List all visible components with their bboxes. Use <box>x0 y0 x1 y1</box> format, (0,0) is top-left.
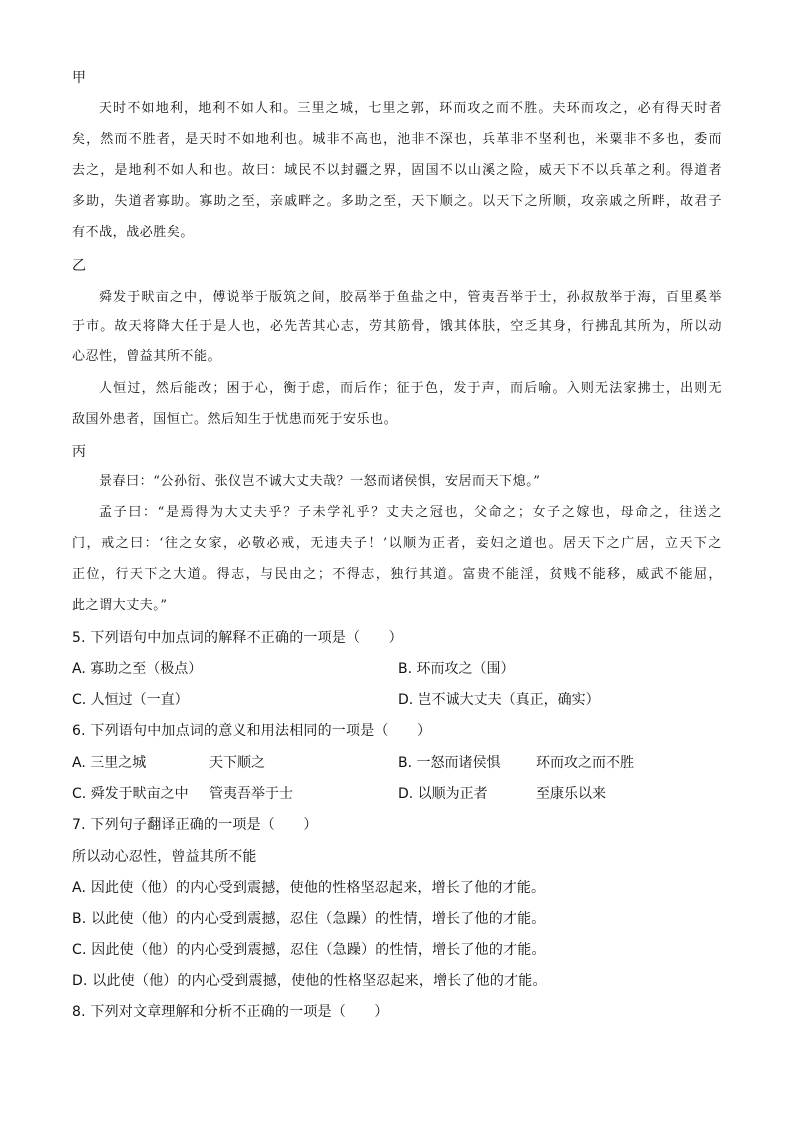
passage-bing-line: 门，戒之曰：‘往之女家，必敬必戒，无违夫子！’以顺为正者，妾妇之道也。居天下之广居，立天下之 <box>72 536 722 551</box>
question-7-option-c[interactable]: C. 因此使（他）的内心受到震撼，忍住（急躁）的性情，增长了他的才能。 <box>72 942 546 958</box>
question-7-option-d[interactable]: D. 以此使（他）的内心受到震撼，使他的性格坚忍起来，增长了他的才能。 <box>72 973 547 989</box>
question-7-sentence: 所以动心忍性，曾益其所不能 <box>72 849 257 865</box>
passage-jia-line: 天时不如地利，地利不如人和。三里之城，七里之郭，环而攻之而不胜。夫环而攻之，必有得天时者 <box>99 101 722 116</box>
option-a-phrase-2: 天下顺之 <box>209 755 265 771</box>
question-5-option-a[interactable]: A. 寡助之至（极点） <box>72 661 203 677</box>
question-5-option-b[interactable]: B. 环而攻之（围） <box>398 661 515 677</box>
section-label-yi: 乙 <box>72 258 86 274</box>
question-7-stem: 7. 下列句子翻译正确的一项是（ ） <box>72 817 318 833</box>
passage-yi-line: 舜发于畎亩之中，傅说举于版筑之间，胶鬲举于鱼盐之中，管夷吾举于士，孙叔敖举于海，百里奚举 <box>99 290 722 305</box>
passage-yi-line: 于市。故天将降大任于是人也，必先苦其心志，劳其筋骨，饿其体肤，空乏其身，行拂乱其所为，所以动 <box>72 319 722 334</box>
option-b-phrase-2: 环而攻之而不胜 <box>536 755 634 771</box>
option-b-phrase-1: B. 一怒而诸侯惧 <box>398 755 501 771</box>
passage-jia-line: 矣，然而不胜者，是天时不如地利也。城非不高也，池非不深也，兵革非不坚利也，米粟非不多也，委而 <box>72 132 722 147</box>
passage-jia-line: 多助，失道者寡助。寡助之至，亲戚畔之。多助之至，天下顺之。以天下之所顺，攻亲戚之所畔，故君子 <box>72 194 722 209</box>
question-7-option-a[interactable]: A. 因此使（他）的内心受到震撼，使他的性格坚忍起来，增长了他的才能。 <box>72 880 546 896</box>
option-c-phrase-1: C. 舜发于畎亩之中 <box>72 786 189 802</box>
option-d-phrase-2: 至康乐以来 <box>536 786 606 802</box>
option-a-phrase-1: A. 三里之城 <box>72 755 147 771</box>
passage-jia-line: 有不战，战必胜矣。 <box>72 225 194 240</box>
option-d-phrase-1: D. 以顺为正者 <box>398 786 488 802</box>
question-6-option-c[interactable] <box>72 782 293 806</box>
passage-yi-line: 人恒过，然后能改；困于心，衡于虑，而后作；征于色，发于声，而后喻。入则无法家拂士，出则无 <box>99 381 722 396</box>
question-7-option-b[interactable]: B. 以此使（他）的内心受到震撼，忍住（急躁）的性情，增长了他的才能。 <box>72 911 546 927</box>
passage-bing-line: 此之谓大丈夫。” <box>72 598 168 613</box>
passage-yi-line: 心忍性，曾益其所不能。 <box>72 349 222 364</box>
question-5-option-d[interactable]: D. 岂不诚大丈夫（真正，确实） <box>398 692 600 708</box>
question-6-option-d[interactable] <box>398 782 606 806</box>
passage-bing-line: 景春曰：“公孙衍、张仪岂不诚大丈夫哉？一怒而诸侯惧，安居而天下熄。” <box>99 474 541 489</box>
question-5-option-c[interactable]: C. 人恒过（一直） <box>72 692 189 708</box>
question-6-option-b[interactable] <box>398 751 634 775</box>
option-c-phrase-2: 管夷吾举于士 <box>209 786 293 802</box>
question-5-stem: 5. 下列语句中加点词的解释不正确的一项是（ ） <box>72 630 403 646</box>
question-8-stem: 8. 下列对文章理解和分析不正确的一项是（ ） <box>72 1004 389 1020</box>
question-6-option-a[interactable] <box>72 751 265 775</box>
passage-bing-line: 正位，行天下之大道。得志，与民由之；不得志，独行其道。富贵不能淫，贫贱不能移，威武不能屈， <box>72 567 722 582</box>
passage-bing-line: 孟子曰：“是焉得为大丈夫乎？子未学礼乎？丈夫之冠也，父命之；女子之嫁也，母命之，往送之 <box>99 505 722 520</box>
section-label-jia: 甲 <box>72 70 86 86</box>
question-6-stem: 6. 下列语句中加点词的意义和用法相同的一项是（ ） <box>72 723 432 739</box>
passage-yi-line: 敌国外患者，国恒亡。然后知生于忧患而死于安乐也。 <box>72 412 398 427</box>
passage-jia-line: 去之，是地利不如人和也。故曰：域民不以封疆之界，固国不以山溪之险，威天下不以兵革之利。得道者 <box>72 163 722 178</box>
section-label-bing: 丙 <box>72 444 86 460</box>
